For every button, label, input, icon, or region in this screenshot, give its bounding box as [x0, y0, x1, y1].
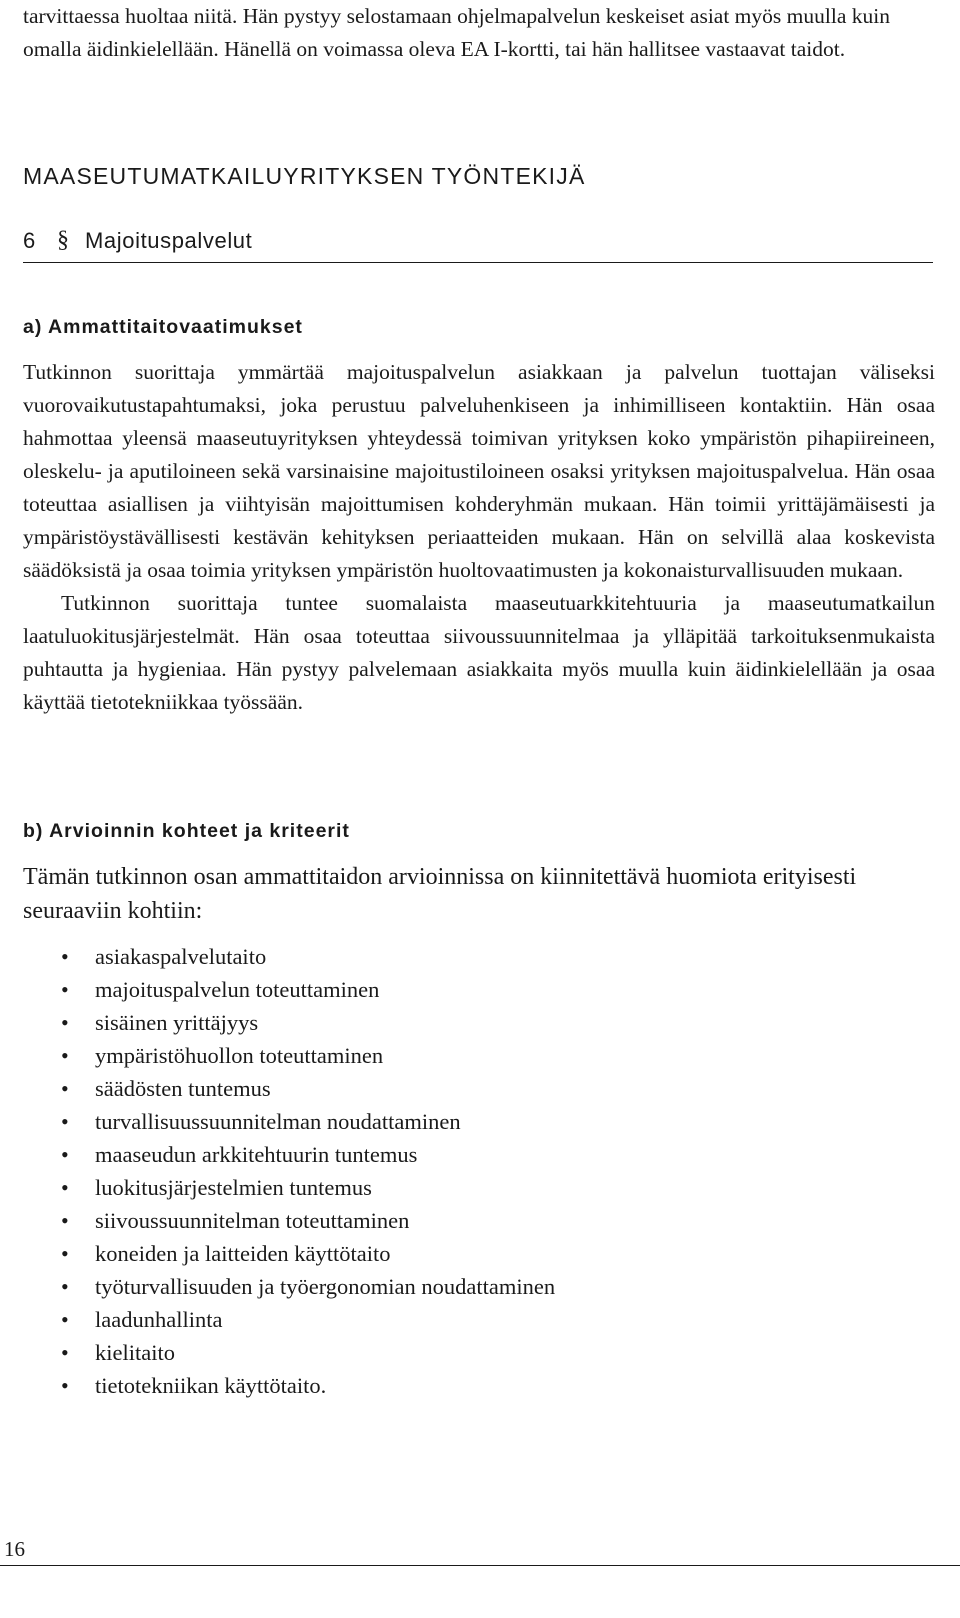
criteria-item-label: ympäristöhuollon toteuttaminen — [95, 1043, 384, 1068]
intro-paragraph: tarvittaessa huoltaa niitä. Hän pystyy selostamaan ohjelmapalvelun keskeiset asiat myös muulla kuin omalla äidinkielellään. Hänellä on voimassa oleva EA I-kortti, tai hän hallitsee vastaavat taidot. — [23, 4, 890, 61]
section-title: MAASEUTUMATKAILUYRITYKSEN TYÖNTEKIJÄ — [23, 163, 586, 189]
intro-paragraph-container — [23, 0, 933, 65]
bullet-icon: • — [61, 1076, 69, 1101]
bullet-icon: • — [61, 977, 69, 1002]
heading-assessment: b) Arvioinnin kohteet ja kriteerit — [23, 820, 350, 842]
criteria-item — [23, 1303, 555, 1336]
criteria-item — [23, 1105, 555, 1138]
criteria-item — [23, 1039, 555, 1072]
criteria-item — [23, 1072, 555, 1105]
criteria-item-label: turvallisuussuunnitelman noudattaminen — [95, 1109, 461, 1134]
requirements-paragraph-2: Tutkinnon suorittaja tuntee suomalaista maaseutuarkkitehtuuria ja maaseutumatkailun laatuluokitusjärjestelmät. Hän osaa toteuttaa siivoussuunnitelmaa ja ylläpitää tarkoituksenmukaista puhtautta ja hygieniaa. Hän pystyy palvelemaan asiakkaita myös muulla kuin äidinkielellään ja osaa käyttää tietotekniikkaa työssään. — [23, 591, 935, 714]
bullet-icon: • — [61, 1109, 69, 1134]
bullet-icon: • — [61, 944, 69, 969]
requirements-paragraph-1: Tutkinnon suorittaja ymmärtää majoituspalvelun asiakkaan ja palvelun tuottajan väliseksi vuorovaikutustapahtumaksi, joka perustuu palveluhenkiseen ja inhimilliseen kontaktiin. Hän osaa hahmottaa yleensä maaseutuyrityksen yhteydessä toimivan yrityksen koko ympäristön pihapiireineen, oleskelu- ja aputiloineen sekä varsinaisine majoitustiloineen osaksi yrityksen majoituspalvelua. Hän osaa toteuttaa asiallisen ja viihtyisän majoittumisen kohderyhmän mukaan. Hän toimii yrittäjämäisesti ja ympäristöystävällisesti kestävän kehityksen periaatteiden mukaan. Hän on selvillä alaa koskevista säädöksistä ja osaa toimia yrityksen ympäristön huoltovaatimusten ja kokonaisturvallisuuden mukaan. — [23, 360, 935, 582]
bullet-icon: • — [61, 1340, 69, 1365]
criteria-item-label: laadunhallinta — [95, 1307, 223, 1332]
criteria-list — [23, 940, 555, 1402]
criteria-item-label: luokitusjärjestelmien tuntemus — [95, 1175, 372, 1200]
bullet-icon: • — [61, 1142, 69, 1167]
bullet-icon: • — [61, 1043, 69, 1068]
page-number: 16 — [4, 1537, 25, 1561]
section-symbol: § — [57, 227, 70, 253]
criteria-item — [23, 1369, 555, 1402]
chapter-title: Majoituspalvelut — [85, 228, 253, 253]
criteria-item-label: maaseudun arkkitehtuurin tuntemus — [95, 1142, 418, 1167]
criteria-item-label: säädösten tuntemus — [95, 1076, 271, 1101]
criteria-item — [23, 973, 555, 1006]
criteria-item-label: majoituspalvelun toteuttaminen — [95, 977, 380, 1002]
bullet-icon: • — [61, 1241, 69, 1266]
criteria-item — [23, 1270, 555, 1303]
requirements-body — [23, 356, 935, 719]
bullet-icon: • — [61, 1373, 69, 1398]
bullet-icon: • — [61, 1274, 69, 1299]
criteria-item-label: tietotekniikan käyttötaito. — [95, 1373, 327, 1398]
bullet-icon: • — [61, 1010, 69, 1035]
bullet-icon: • — [61, 1307, 69, 1332]
chapter-heading — [23, 226, 933, 263]
criteria-item — [23, 1138, 555, 1171]
criteria-item — [23, 1336, 555, 1369]
criteria-item — [23, 1204, 555, 1237]
bullet-icon: • — [61, 1175, 69, 1200]
criteria-item-label: koneiden ja laitteiden käyttötaito — [95, 1241, 391, 1266]
chapter-number: 6 — [23, 228, 36, 253]
criteria-item — [23, 940, 555, 973]
criteria-item — [23, 1006, 555, 1039]
assessment-intro-container — [23, 860, 935, 928]
assessment-intro: Tämän tutkinnon osan ammattitaidon arvioinnissa on kiinnitettävä huomiota erityisesti seuraaviin kohtiin: — [23, 864, 857, 924]
criteria-item-label: työturvallisuuden ja työergonomian noudattaminen — [95, 1274, 556, 1299]
criteria-item-label: siivoussuunnitelman toteuttaminen — [95, 1208, 410, 1233]
bullet-icon: • — [61, 1208, 69, 1233]
footer-rule — [0, 1565, 960, 1566]
criteria-item — [23, 1237, 555, 1270]
heading-requirements: a) Ammattitaitovaatimukset — [23, 316, 303, 338]
criteria-item-label: asiakaspalvelutaito — [95, 944, 267, 969]
criteria-item-label: sisäinen yrittäjyys — [95, 1010, 259, 1035]
criteria-item-label: kielitaito — [95, 1340, 175, 1365]
criteria-item — [23, 1171, 555, 1204]
